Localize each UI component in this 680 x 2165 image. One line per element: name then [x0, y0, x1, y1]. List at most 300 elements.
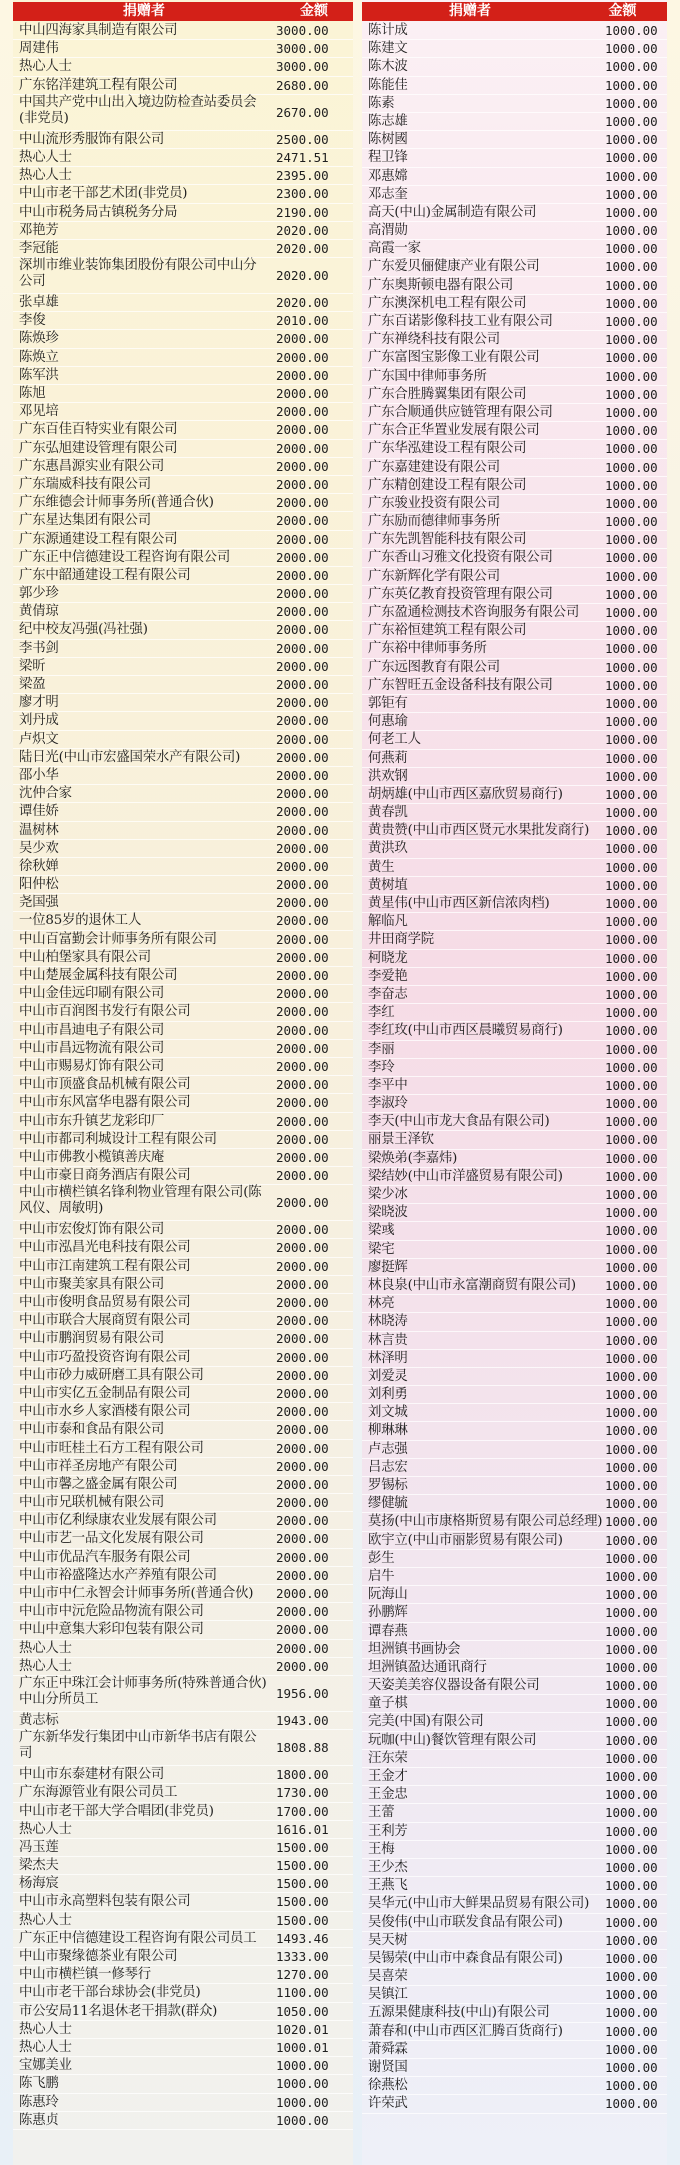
donor-name: 五源果健康科技(中山)有限公司 [368, 2005, 550, 2021]
donor-name: 谢贤国 [368, 2060, 408, 2075]
donation-row [362, 1859, 667, 1877]
donor-name: 卢志强 [368, 1441, 408, 1457]
donor-name: 坦洲镇书画协会 [368, 1641, 461, 1657]
donor-name: 欧宇立(中山市丽影贸易有限公司) [368, 1532, 563, 1548]
donation-amount: 1000.00 [605, 514, 658, 530]
donor-name: 邓惠嫦 [368, 168, 408, 184]
donor-name: 吴天树 [368, 1932, 408, 1948]
donation-row [13, 240, 353, 258]
donor-name: 中山市百润图书发行有限公司 [19, 1004, 191, 1020]
donor-name: 中山市昌远物流有限公司 [19, 1040, 165, 1056]
donor-name: 陈焕珍 [19, 331, 59, 347]
donation-row [13, 1585, 353, 1603]
donor-name: 广东正中信德建设工程咨询有限公司 [19, 549, 231, 565]
donor-name: 广东裕恒建筑工程有限公司 [368, 623, 527, 639]
donation-row [362, 1659, 667, 1677]
donor-name: 尧国强 [19, 895, 59, 911]
donor-name: 陈树國 [368, 132, 408, 148]
donor-name: 黄树埴 [368, 877, 408, 893]
donor-name: 中山市祥圣房地产有限公司 [19, 1458, 178, 1474]
donation-row [362, 240, 667, 258]
donation-row [362, 204, 667, 222]
donation-amount: 2000.00 [276, 804, 329, 820]
donor-name: 吕志宏 [368, 1459, 408, 1475]
donor-name: 周建伟 [19, 41, 59, 57]
donor-name: 中山市佛教小榄镇善庆庵 [19, 1149, 165, 1165]
donation-row [13, 567, 353, 585]
donation-amount: 2000.00 [276, 495, 329, 511]
donation-row [362, 258, 667, 276]
donation-row [13, 2094, 353, 2112]
donor-name: 中山市优品汽车服务有限公司 [19, 1549, 191, 1565]
donor-name: 陈建文 [368, 41, 408, 57]
donor-name: 何惠瑜 [368, 714, 408, 730]
donor-name: 中山市永高塑料包装有限公司 [19, 1894, 191, 1910]
donor-name: 梁宅 [368, 1241, 395, 1257]
donor-name: 黄春凯 [368, 805, 408, 821]
donation-row [13, 1058, 353, 1076]
donation-row [13, 385, 353, 403]
donation-row [362, 131, 667, 149]
donation-row [362, 1568, 667, 1586]
donation-amount: 2000.00 [276, 677, 329, 692]
donation-amount: 1000.00 [605, 1368, 658, 1384]
donation-amount: 1000.00 [605, 623, 658, 639]
donor-name: 吴镇江 [368, 1987, 408, 2003]
donor-name: 李红玫(中山市西区晨曦贸易商行) [368, 1023, 563, 1039]
donor-name: 中山市老干部艺术团(非党员) [19, 186, 188, 202]
donation-amount: 1000.00 [605, 95, 658, 111]
donation-row [362, 513, 667, 531]
donation-row [362, 1113, 667, 1131]
donation-amount: 2680.00 [276, 77, 329, 93]
donor-name: 中山市兄联机械有限公司 [19, 1495, 165, 1511]
donation-amount: 1616.01 [276, 1821, 329, 1837]
donor-name: 邓艳芳 [19, 222, 59, 238]
donation-row [362, 1295, 667, 1313]
donor-name: 中山市中沅危险品物流有限公司 [19, 1604, 204, 1620]
donor-name: 中山市水乡人家酒楼有限公司 [19, 1404, 191, 1420]
donor-name: 卢炽文 [19, 731, 59, 747]
donation-amount: 1730.00 [276, 1785, 329, 1801]
donor-name: 梁彧 [368, 1223, 395, 1239]
donation-amount: 1000.00 [605, 896, 658, 911]
donation-amount: 2000.00 [276, 931, 329, 947]
donor-name: 中山四海家具制造有限公司 [19, 23, 178, 38]
donation-amount: 3000.00 [276, 23, 329, 38]
donor-name: 陈军洪 [19, 367, 59, 383]
donation-row [362, 295, 667, 313]
donation-row [362, 1677, 667, 1695]
donation-amount: 2000.00 [276, 1622, 329, 1638]
donation-row [362, 895, 667, 913]
donation-amount: 1000.00 [605, 641, 658, 657]
donation-amount: 1000.00 [276, 2076, 329, 2092]
donor-name: 刘丹成 [19, 713, 59, 729]
donation-amount: 1000.00 [605, 1805, 658, 1821]
donation-amount: 1500.00 [276, 1912, 329, 1928]
donation-amount: 2000.00 [276, 1640, 329, 1656]
donor-name: 广东源通建设工程有限公司 [19, 531, 178, 547]
donation-amount: 1000.00 [605, 732, 658, 748]
donation-row [13, 967, 353, 985]
donor-name: 广东英亿教育投资管理有限公司 [368, 586, 553, 602]
donation-row [362, 859, 667, 877]
donation-row [362, 913, 667, 931]
donation-amount: 1000.00 [605, 859, 658, 875]
donation-amount: 1000.00 [605, 677, 658, 693]
donation-amount: 1000.00 [605, 1841, 658, 1857]
donor-name: 广东智旺五金设备科技有限公司 [368, 677, 553, 693]
donor-name: 沈仲合家 [19, 786, 72, 802]
donation-amount: 2670.00 [276, 104, 329, 120]
donation-row [13, 131, 353, 149]
donation-amount: 1000.00 [605, 2005, 658, 2021]
donation-row [362, 1404, 667, 1422]
donation-amount: 1000.00 [605, 1223, 658, 1239]
donation-row [13, 2075, 353, 2093]
donation-amount: 1000.01 [276, 2039, 329, 2055]
donation-row [362, 750, 667, 768]
donation-row [362, 1732, 667, 1750]
donation-amount: 1493.46 [276, 1930, 329, 1946]
donation-amount: 1500.00 [276, 1876, 329, 1892]
donor-name: 刘文城 [368, 1405, 408, 1421]
donor-name: 王金忠 [368, 1787, 408, 1803]
donor-name: 张卓雄 [19, 295, 59, 311]
donation-row [362, 1877, 667, 1895]
donor-name: 中山市江南建筑工程有限公司 [19, 1258, 191, 1274]
donation-row [362, 313, 667, 331]
donation-row [13, 77, 353, 95]
donation-amount: 2000.00 [276, 586, 329, 602]
donation-row [13, 731, 353, 749]
donation-row [13, 40, 353, 58]
donation-amount: 1000.00 [605, 841, 658, 857]
donor-name: 热心人士 [19, 168, 72, 184]
donor-name: 广东铭洋建筑工程有限公司 [19, 77, 178, 93]
donation-row [13, 1221, 353, 1239]
donor-name: 中山市聚美家具有限公司 [19, 1276, 165, 1292]
donor-name: 广东百佳百特实业有限公司 [19, 422, 178, 438]
donation-amount: 2000.00 [276, 1495, 329, 1511]
donation-amount: 1000.00 [605, 259, 658, 275]
donation-amount: 1000.00 [605, 386, 658, 402]
donor-name: 中山市砂力威研磨工具有限公司 [19, 1367, 204, 1383]
donation-row [362, 422, 667, 440]
donation-row [13, 621, 353, 639]
donation-amount: 1000.00 [605, 1878, 658, 1894]
donor-name: 热心人士 [19, 149, 72, 165]
donation-row [362, 1386, 667, 1404]
donor-name: 广东海源管业有限公司员工 [19, 1785, 178, 1801]
donation-amount: 1000.00 [605, 168, 658, 184]
donor-name: 广东嘉建建设有限公司 [368, 459, 500, 475]
donation-row [362, 495, 667, 513]
donation-row [362, 1786, 667, 1804]
donation-amount: 1000.00 [605, 1168, 658, 1184]
donor-name: 高天(中山)金属制造有限公司 [368, 204, 537, 220]
donation-amount: 1000.00 [605, 495, 658, 511]
donation-amount: 2000.00 [276, 1349, 329, 1365]
donor-name: 广东弘旭建设管理有限公司 [19, 440, 178, 456]
donor-name: 中山市昌迪电子有限公司 [19, 1022, 165, 1038]
donation-row [362, 1277, 667, 1295]
donation-row [13, 749, 353, 767]
donor-name: 陈木波 [368, 59, 408, 75]
donor-name: 林泽明 [368, 1350, 408, 1366]
donation-amount: 2000.00 [276, 1476, 329, 1492]
donation-amount: 1000.00 [605, 1277, 658, 1293]
donation-amount: 1943.00 [276, 1712, 329, 1728]
donation-amount: 2000.00 [276, 695, 329, 711]
donation-row [13, 149, 353, 167]
donor-name: 高霞一家 [368, 241, 421, 257]
donation-amount: 1000.00 [605, 823, 658, 839]
donor-name: 王梅 [368, 1841, 395, 1857]
donation-amount: 2000.00 [276, 1404, 329, 1420]
donation-row [362, 1713, 667, 1731]
donation-amount: 2020.00 [276, 240, 329, 256]
donation-row [362, 1768, 667, 1786]
donor-name: 中山市税务局古镇税务分局 [19, 204, 178, 220]
donation-row [13, 1857, 353, 1875]
donor-name: 胡炳雄(中山市西区嘉欣贸易商行) [368, 786, 563, 802]
donation-amount: 1000.00 [605, 695, 658, 711]
donor-name: 井田商学院 [368, 932, 434, 948]
donation-row [13, 294, 353, 312]
donation-row [362, 1150, 667, 1168]
donor-name: 广东先凯智能科技有限公司 [368, 532, 527, 548]
donation-amount: 1000.00 [605, 1096, 658, 1112]
donor-name: 中山市泰和食品有限公司 [19, 1422, 165, 1438]
donor-name: 广东百诺影像科技工业有限公司 [368, 314, 553, 329]
donor-name: 黄生 [368, 859, 395, 875]
donation-amount: 1000.00 [605, 150, 658, 166]
donation-amount: 2000.00 [276, 622, 329, 638]
donation-row [13, 1167, 353, 1185]
donor-name: 柯晓龙 [368, 950, 408, 966]
donation-amount: 2000.00 [276, 1004, 329, 1020]
donation-amount: 1000.00 [605, 1150, 658, 1166]
donation-amount: 2000.00 [276, 1586, 329, 1601]
donation-row [13, 658, 353, 676]
donation-amount: 2000.00 [276, 1549, 329, 1565]
donation-row [362, 677, 667, 695]
donation-amount: 1000.00 [605, 1205, 658, 1221]
donor-name: 广东惠昌源实业有限公司 [19, 458, 165, 474]
donation-row [362, 877, 667, 895]
donor-name: 刘利勇 [368, 1387, 408, 1403]
donation-row [13, 531, 353, 549]
donation-amount: 1000.00 [605, 1550, 658, 1566]
donation-row [362, 1623, 667, 1641]
donation-amount: 1000.00 [605, 659, 658, 675]
donation-row [13, 1349, 353, 1367]
donor-name: 广东澳深机电工程有限公司 [368, 295, 527, 311]
donor-name: 完美(中国)有限公司 [368, 1714, 484, 1730]
donation-row [13, 1966, 353, 1984]
donor-name: 广东新辉化学有限公司 [368, 568, 500, 584]
donation-row [362, 1986, 667, 2004]
donor-name: 黄贵赞(中山市西区贤元水果批发商行) [368, 823, 590, 839]
donation-row [13, 1712, 353, 1730]
donation-amount: 2190.00 [276, 204, 329, 220]
donor-name: 汪东荣 [368, 1750, 408, 1766]
donation-amount: 2000.00 [276, 1195, 329, 1211]
donation-row [362, 2023, 667, 2041]
donation-row [362, 713, 667, 731]
left-donation-list [13, 22, 353, 2130]
donor-name: 中山中意集大彩印包装有限公司 [19, 1622, 204, 1638]
donation-row [13, 1258, 353, 1276]
donation-amount: 1000.00 [605, 986, 658, 1002]
left-table-header [13, 2, 353, 21]
donor-name: 杨海宸 [19, 1876, 59, 1892]
donation-amount: 2000.00 [276, 367, 329, 383]
donation-row [362, 1477, 667, 1495]
donor-name: 温树林 [19, 822, 59, 838]
donation-amount: 1000.00 [605, 459, 658, 475]
donation-row [362, 768, 667, 786]
donor-name: 梁杰夫 [19, 1858, 59, 1874]
donor-name: 中山市东风富华电器有限公司 [19, 1095, 191, 1111]
donation-amount: 1000.00 [605, 23, 658, 38]
donation-amount: 2000.00 [276, 1567, 329, 1583]
donor-name: 郭少珍 [19, 586, 59, 602]
donation-amount: 1000.00 [605, 714, 658, 730]
donor-name: 中山市馨之盛金属有限公司 [19, 1476, 178, 1492]
donor-name: 徐秋婵 [19, 858, 59, 874]
donation-row [13, 1312, 353, 1330]
donation-amount: 2000.00 [276, 749, 329, 765]
donor-name: 林良泉(中山市永富潮商贸有限公司) [368, 1277, 576, 1293]
donation-row [362, 1059, 667, 1077]
donation-amount: 2000.00 [276, 640, 329, 656]
donor-name: 王少杰 [368, 1859, 408, 1875]
donor-name: 彭生 [368, 1550, 395, 1566]
donation-row [362, 1532, 667, 1550]
donation-amount: 1000.00 [605, 314, 658, 329]
donation-amount: 2000.00 [276, 1131, 329, 1147]
donation-row [362, 95, 667, 113]
donation-row [13, 676, 353, 694]
donation-row [362, 1332, 667, 1350]
donation-amount: 2000.00 [276, 1022, 329, 1038]
donation-row [362, 77, 667, 95]
donor-name: 黄洪玖 [368, 841, 408, 857]
donor-name: 深圳市维业装饰集团股份有限公司中山分公司 [19, 258, 257, 290]
donation-row [362, 1041, 667, 1059]
donor-name: 广东富图宝影像工业有限公司 [368, 350, 540, 366]
donation-row [362, 22, 667, 40]
donation-amount: 1000.00 [605, 59, 658, 75]
donor-name: 广东正中珠江会计师事务所(特殊普通合伙)中山分所员工 [19, 1675, 267, 1707]
donation-row [362, 931, 667, 949]
donation-row [13, 1185, 353, 1221]
donation-amount: 1000.00 [605, 1132, 658, 1148]
donation-amount: 1000.00 [605, 1769, 658, 1784]
donation-row [13, 1530, 353, 1548]
donor-name: 梁结妙(中山市洋盛贸易有限公司) [368, 1168, 563, 1184]
donor-name: 吴锡荣(中山市中森食品有限公司) [368, 1950, 563, 1966]
donation-amount: 2000.00 [276, 1658, 329, 1674]
donation-amount: 1000.00 [605, 1732, 658, 1748]
donation-amount: 2000.00 [276, 1367, 329, 1383]
donation-amount: 2000.00 [276, 877, 329, 893]
donor-name: 中山市老干部大学合唱团(非党员) [19, 1803, 214, 1819]
donation-amount: 1000.00 [605, 1696, 658, 1712]
donor-name: 徐燕松 [368, 2078, 408, 2094]
donation-amount: 1000.00 [605, 1896, 658, 1912]
donation-amount: 1000.00 [605, 550, 658, 566]
donation-row [362, 168, 667, 186]
donation-amount: 1000.00 [605, 368, 658, 384]
donor-name: 陈焕立 [19, 349, 59, 365]
donor-name: 林亮 [368, 1296, 395, 1312]
donation-row [362, 222, 667, 240]
donation-row [13, 1875, 353, 1893]
donation-amount: 2000.00 [276, 531, 329, 547]
donation-amount: 1050.00 [276, 2003, 329, 2019]
donation-amount: 1000.00 [605, 1787, 658, 1803]
donor-name: 郭钜有 [368, 695, 408, 711]
donor-name: 梁盈 [19, 677, 46, 692]
donor-name: 广东瑞威科技有限公司 [19, 476, 151, 492]
donation-row [362, 804, 667, 822]
donation-row [13, 1658, 353, 1676]
donation-row [362, 568, 667, 586]
donation-amount: 1000.00 [605, 1659, 658, 1675]
donor-name: 中山市鹏润贸易有限公司 [19, 1331, 165, 1347]
donation-amount: 1000.00 [605, 1859, 658, 1875]
donation-row [13, 822, 353, 840]
donor-name: 广东华泓建设工程有限公司 [368, 441, 527, 457]
donation-row [362, 1968, 667, 1986]
donation-row [362, 113, 667, 131]
donation-row [362, 840, 667, 858]
donation-amount: 2000.00 [276, 1604, 329, 1620]
donor-name: 李天(中山市龙大食品有限公司) [368, 1114, 550, 1130]
donation-amount: 1270.00 [276, 1967, 329, 1983]
amount-header: 金额 [300, 3, 328, 19]
donor-name: 中山市顶盛食品机械有限公司 [19, 1077, 191, 1093]
donation-amount: 2000.00 [276, 1385, 329, 1401]
donor-name: 李俊 [19, 313, 46, 329]
donation-row [362, 1259, 667, 1277]
donation-amount: 1000.00 [605, 1114, 658, 1130]
right-donation-list [362, 22, 667, 2114]
donation-row [362, 786, 667, 804]
donation-row [362, 349, 667, 367]
donation-amount: 1000.00 [605, 1041, 658, 1057]
donor-name: 热心人士 [19, 1640, 72, 1656]
donation-amount: 1000.00 [276, 2058, 329, 2074]
donor-name: 中山市中仁永智会计师事务所(普通合伙) [19, 1586, 254, 1601]
donation-amount: 2000.00 [276, 331, 329, 347]
donation-amount: 1000.00 [605, 1350, 658, 1366]
donation-row [13, 712, 353, 730]
donor-name: 邓志奎 [368, 186, 408, 202]
donation-row [362, 2004, 667, 2022]
donor-name: 中山市亿利绿康农业发展有限公司 [19, 1513, 217, 1529]
donation-amount: 1000.00 [605, 768, 658, 784]
donation-row [13, 1603, 353, 1621]
donation-row [13, 1239, 353, 1257]
donation-row [13, 840, 353, 858]
donation-amount: 1000.00 [605, 1987, 658, 2003]
donation-row [13, 549, 353, 567]
